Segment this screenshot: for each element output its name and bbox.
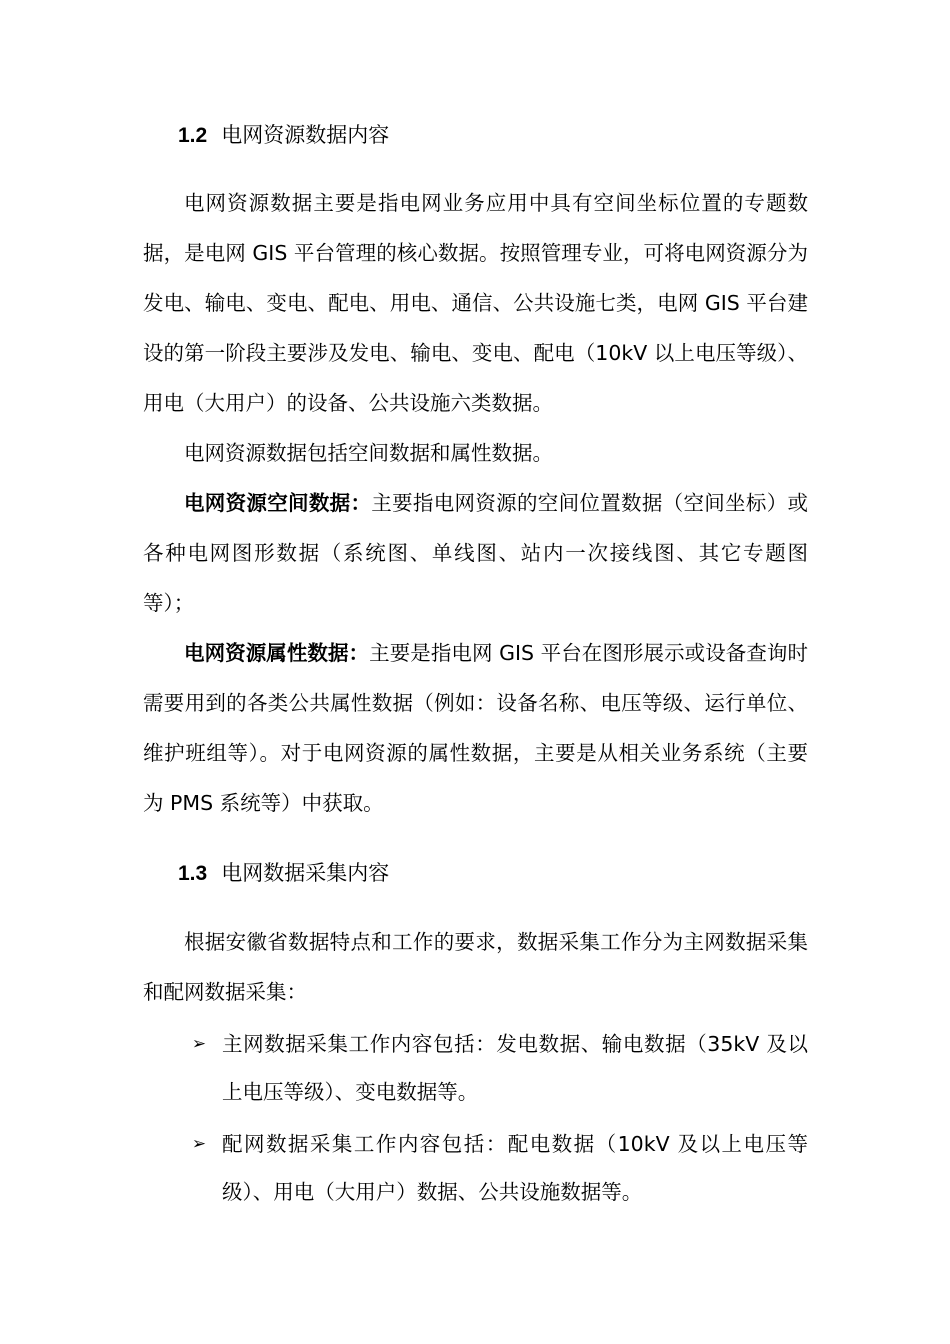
- term-definition: 主要是指电网 GIS 平台在图形展示或设备查询时需要用到的各类公共属性数据（例如：设备名称、电压等级、运行单位、维护班组等）。对于电网资源的属性数据，主要是从相关业务系统（主要为 PMS 系统等）中获取。: [143, 641, 808, 815]
- list-item-text: 配网数据采集工作内容包括：配电数据（10kV 及以上电压等级）、用电（大用户）数据、公共设施数据等。: [222, 1132, 808, 1204]
- term-label: 电网资源属性数据：: [184, 641, 370, 665]
- section-1-2-body: [143, 178, 808, 828]
- paragraph-spatial-data: [143, 478, 808, 628]
- section-title: 电网数据采集内容: [221, 861, 390, 885]
- list-item: [188, 1120, 808, 1216]
- paragraph-attribute-data: [143, 628, 808, 828]
- section-number: 1.2: [178, 124, 208, 147]
- list-item-text: 主网数据采集工作内容包括：发电数据、输电数据（35kV 及以上电压等级）、变电数据等。: [222, 1032, 808, 1104]
- section-number: 1.3: [178, 862, 208, 885]
- arrow-bullet-icon: ➢: [191, 1134, 207, 1154]
- term-label: 电网资源空间数据：: [184, 491, 372, 515]
- section-heading-1-3: [178, 853, 389, 893]
- term-definition: 主要指电网资源的空间位置数据（空间坐标）或各种电网图形数据（系统图、单线图、站内一次接线图、其它专题图等）；: [143, 491, 809, 615]
- section-1-3-body: [143, 917, 808, 1017]
- paragraph: 根据安徽省数据特点和工作的要求，数据采集工作分为主网数据采集和配网数据采集：: [143, 930, 808, 1004]
- arrow-bullet-icon: ➢: [191, 1034, 207, 1054]
- list-item: [188, 1020, 808, 1116]
- paragraph: 电网资源数据包括空间数据和属性数据。: [184, 441, 553, 465]
- section-title: 电网资源数据内容: [221, 123, 390, 147]
- paragraph: 电网资源数据主要是指电网业务应用中具有空间坐标位置的专题数据，是电网 GIS 平台管理的核心数据。按照管理专业，可将电网资源分为发电、输电、变电、配电、用电、通信、公共设施七类，电网 GIS 平台建设的第一阶段主要涉及发电、输电、变电、配电（10kV 以上电压等级）、用电（大用户）的设备、公共设施六类数据。: [143, 191, 808, 415]
- section-heading-1-2: [178, 115, 389, 155]
